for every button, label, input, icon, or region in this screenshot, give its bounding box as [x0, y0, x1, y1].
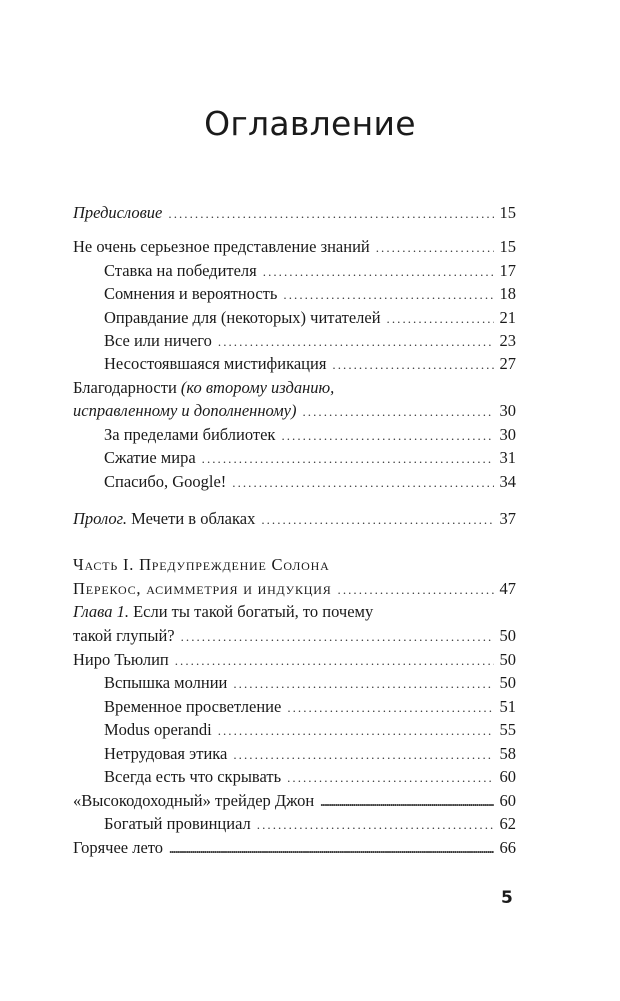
toc-entry-page: 50 — [499, 673, 516, 692]
toc-entry-page: 62 — [499, 814, 516, 833]
toc-entry-page: 60 — [499, 791, 516, 810]
dot-leader — [233, 672, 493, 695]
toc-entry-label: Несостоявшаяся мистификация — [104, 354, 327, 373]
toc-entry[interactable] — [104, 765, 516, 788]
toc-entry-label: Если ты такой богатый, то почему — [128, 602, 374, 621]
dot-leader — [169, 837, 493, 860]
page-number: 5 — [501, 888, 513, 908]
toc-entry-page: 55 — [499, 720, 516, 739]
toc-entry-label: Оправдание для (некоторых) читателей — [104, 308, 381, 327]
toc-entry-page: 15 — [499, 237, 516, 256]
dot-leader — [338, 578, 494, 601]
toc-entry[interactable] — [104, 718, 516, 741]
toc-entry-page: 30 — [499, 401, 516, 420]
toc-entry-first-line[interactable] — [73, 376, 334, 399]
toc-entry-page: 21 — [499, 308, 516, 327]
toc-entry-label-italic: (ко второму изданию, — [180, 378, 335, 397]
toc-entry[interactable] — [73, 235, 516, 258]
toc-entry-label: Не очень серьезное представление знаний — [73, 237, 370, 256]
toc-entry-label: Сжатие мира — [104, 448, 196, 467]
dot-leader — [376, 236, 494, 259]
toc-entry-first-line[interactable] — [73, 600, 373, 623]
toc-entry-label-italic: Глава 1. — [73, 602, 129, 621]
toc-entry-label-italic: Пролог. — [73, 509, 127, 528]
toc-entry[interactable] — [104, 470, 516, 493]
toc-entry-page: 17 — [499, 261, 516, 280]
toc-entry[interactable] — [104, 671, 516, 694]
toc-entry-label: Modus operandi — [104, 720, 212, 739]
toc-entry-label: такой глупый? — [73, 626, 175, 645]
toc-entry-page: 37 — [499, 509, 516, 528]
toc-entry[interactable] — [104, 329, 516, 352]
toc-entry[interactable] — [73, 577, 516, 600]
toc-entry[interactable] — [104, 306, 516, 329]
toc-entry-label: Всегда есть что скрывать — [104, 767, 282, 786]
toc-entry-label: «Высокодоходный» трейдер Джон — [73, 791, 315, 810]
toc-entry-page: 31 — [499, 448, 516, 467]
dot-leader — [168, 202, 493, 225]
dot-leader — [303, 400, 494, 423]
dot-leader — [320, 790, 493, 813]
toc-entry[interactable] — [73, 399, 516, 422]
dot-leader — [232, 471, 493, 494]
toc-entry-label: Все или ничего — [104, 331, 212, 350]
toc-entry[interactable] — [104, 423, 516, 446]
toc-entry-page: 50 — [499, 626, 516, 645]
toc-entry[interactable] — [73, 648, 516, 671]
toc-entry-page: 50 — [499, 650, 516, 669]
toc-entry-label: Нетрудовая этика — [104, 744, 228, 763]
toc-entry[interactable] — [104, 695, 516, 718]
toc-entry-label: Ниро Тьюлип — [73, 650, 169, 669]
dot-leader — [202, 447, 494, 470]
toc-entry-label-italic: исправленному и дополненному) — [73, 401, 297, 420]
part-heading[interactable]: Часть I. Предупреждение Солона — [73, 555, 330, 574]
toc-entry-page: 51 — [499, 697, 516, 716]
toc-entry[interactable] — [73, 624, 516, 647]
toc-entry[interactable] — [104, 352, 516, 375]
toc-entry-label — [73, 507, 255, 530]
toc-entry-label: Богатый провинциал — [104, 814, 251, 833]
toc-entry-page: 30 — [499, 425, 516, 444]
dot-leader — [218, 330, 494, 353]
toc-entry-label: За пределами библиотек — [104, 425, 276, 444]
dot-leader — [387, 307, 494, 330]
dot-leader — [181, 625, 494, 648]
toc-entry-page: 18 — [499, 284, 516, 303]
toc-entry[interactable] — [104, 446, 516, 469]
toc-entry[interactable] — [73, 507, 516, 530]
toc-entry-label: Перекос, асимметрия и индукция — [73, 579, 332, 598]
toc-entry[interactable] — [73, 201, 516, 224]
dot-leader — [175, 649, 494, 672]
toc-entry[interactable] — [104, 282, 516, 305]
dot-leader — [281, 424, 493, 447]
toc-entry[interactable] — [73, 836, 516, 859]
toc-entry-page: 47 — [499, 579, 516, 598]
dot-leader — [261, 508, 493, 531]
dot-leader — [233, 743, 493, 766]
toc-entry-page: 23 — [499, 331, 516, 350]
toc-entry[interactable] — [104, 259, 516, 282]
toc-entry-page: 66 — [499, 838, 516, 857]
toc-entry-label: Вспышка молнии — [104, 673, 228, 692]
page-title: Оглавление — [204, 104, 416, 143]
toc-entry-label: Временное просветление — [104, 697, 282, 716]
toc-entry-page: 60 — [499, 767, 516, 786]
toc-entry-page: 58 — [499, 744, 516, 763]
toc-entry-label: Благодарности — [73, 378, 181, 397]
toc-entry-page: 15 — [499, 203, 516, 222]
toc-entry-label: Спасибо, Google! — [104, 472, 227, 491]
dot-leader — [287, 766, 493, 789]
dot-leader — [218, 719, 494, 742]
toc-entry[interactable] — [104, 812, 516, 835]
toc-entry-page: 34 — [499, 472, 516, 491]
dot-leader — [283, 283, 493, 306]
toc-entry-label: Ставка на победителя — [104, 261, 257, 280]
toc-entry[interactable] — [73, 789, 516, 812]
toc-entry-label: Горячее лето — [73, 838, 164, 857]
dot-leader — [263, 260, 494, 283]
toc-entry-page: 27 — [499, 354, 516, 373]
dot-leader — [332, 353, 493, 376]
toc-entry[interactable] — [104, 742, 516, 765]
toc-entry-label: Предисловие — [73, 203, 163, 222]
dot-leader — [257, 813, 494, 836]
toc-entry-label-rest: Мечети в облаках — [127, 509, 256, 528]
toc-entry-label: Сомнения и вероятность — [104, 284, 278, 303]
dot-leader — [287, 696, 493, 719]
